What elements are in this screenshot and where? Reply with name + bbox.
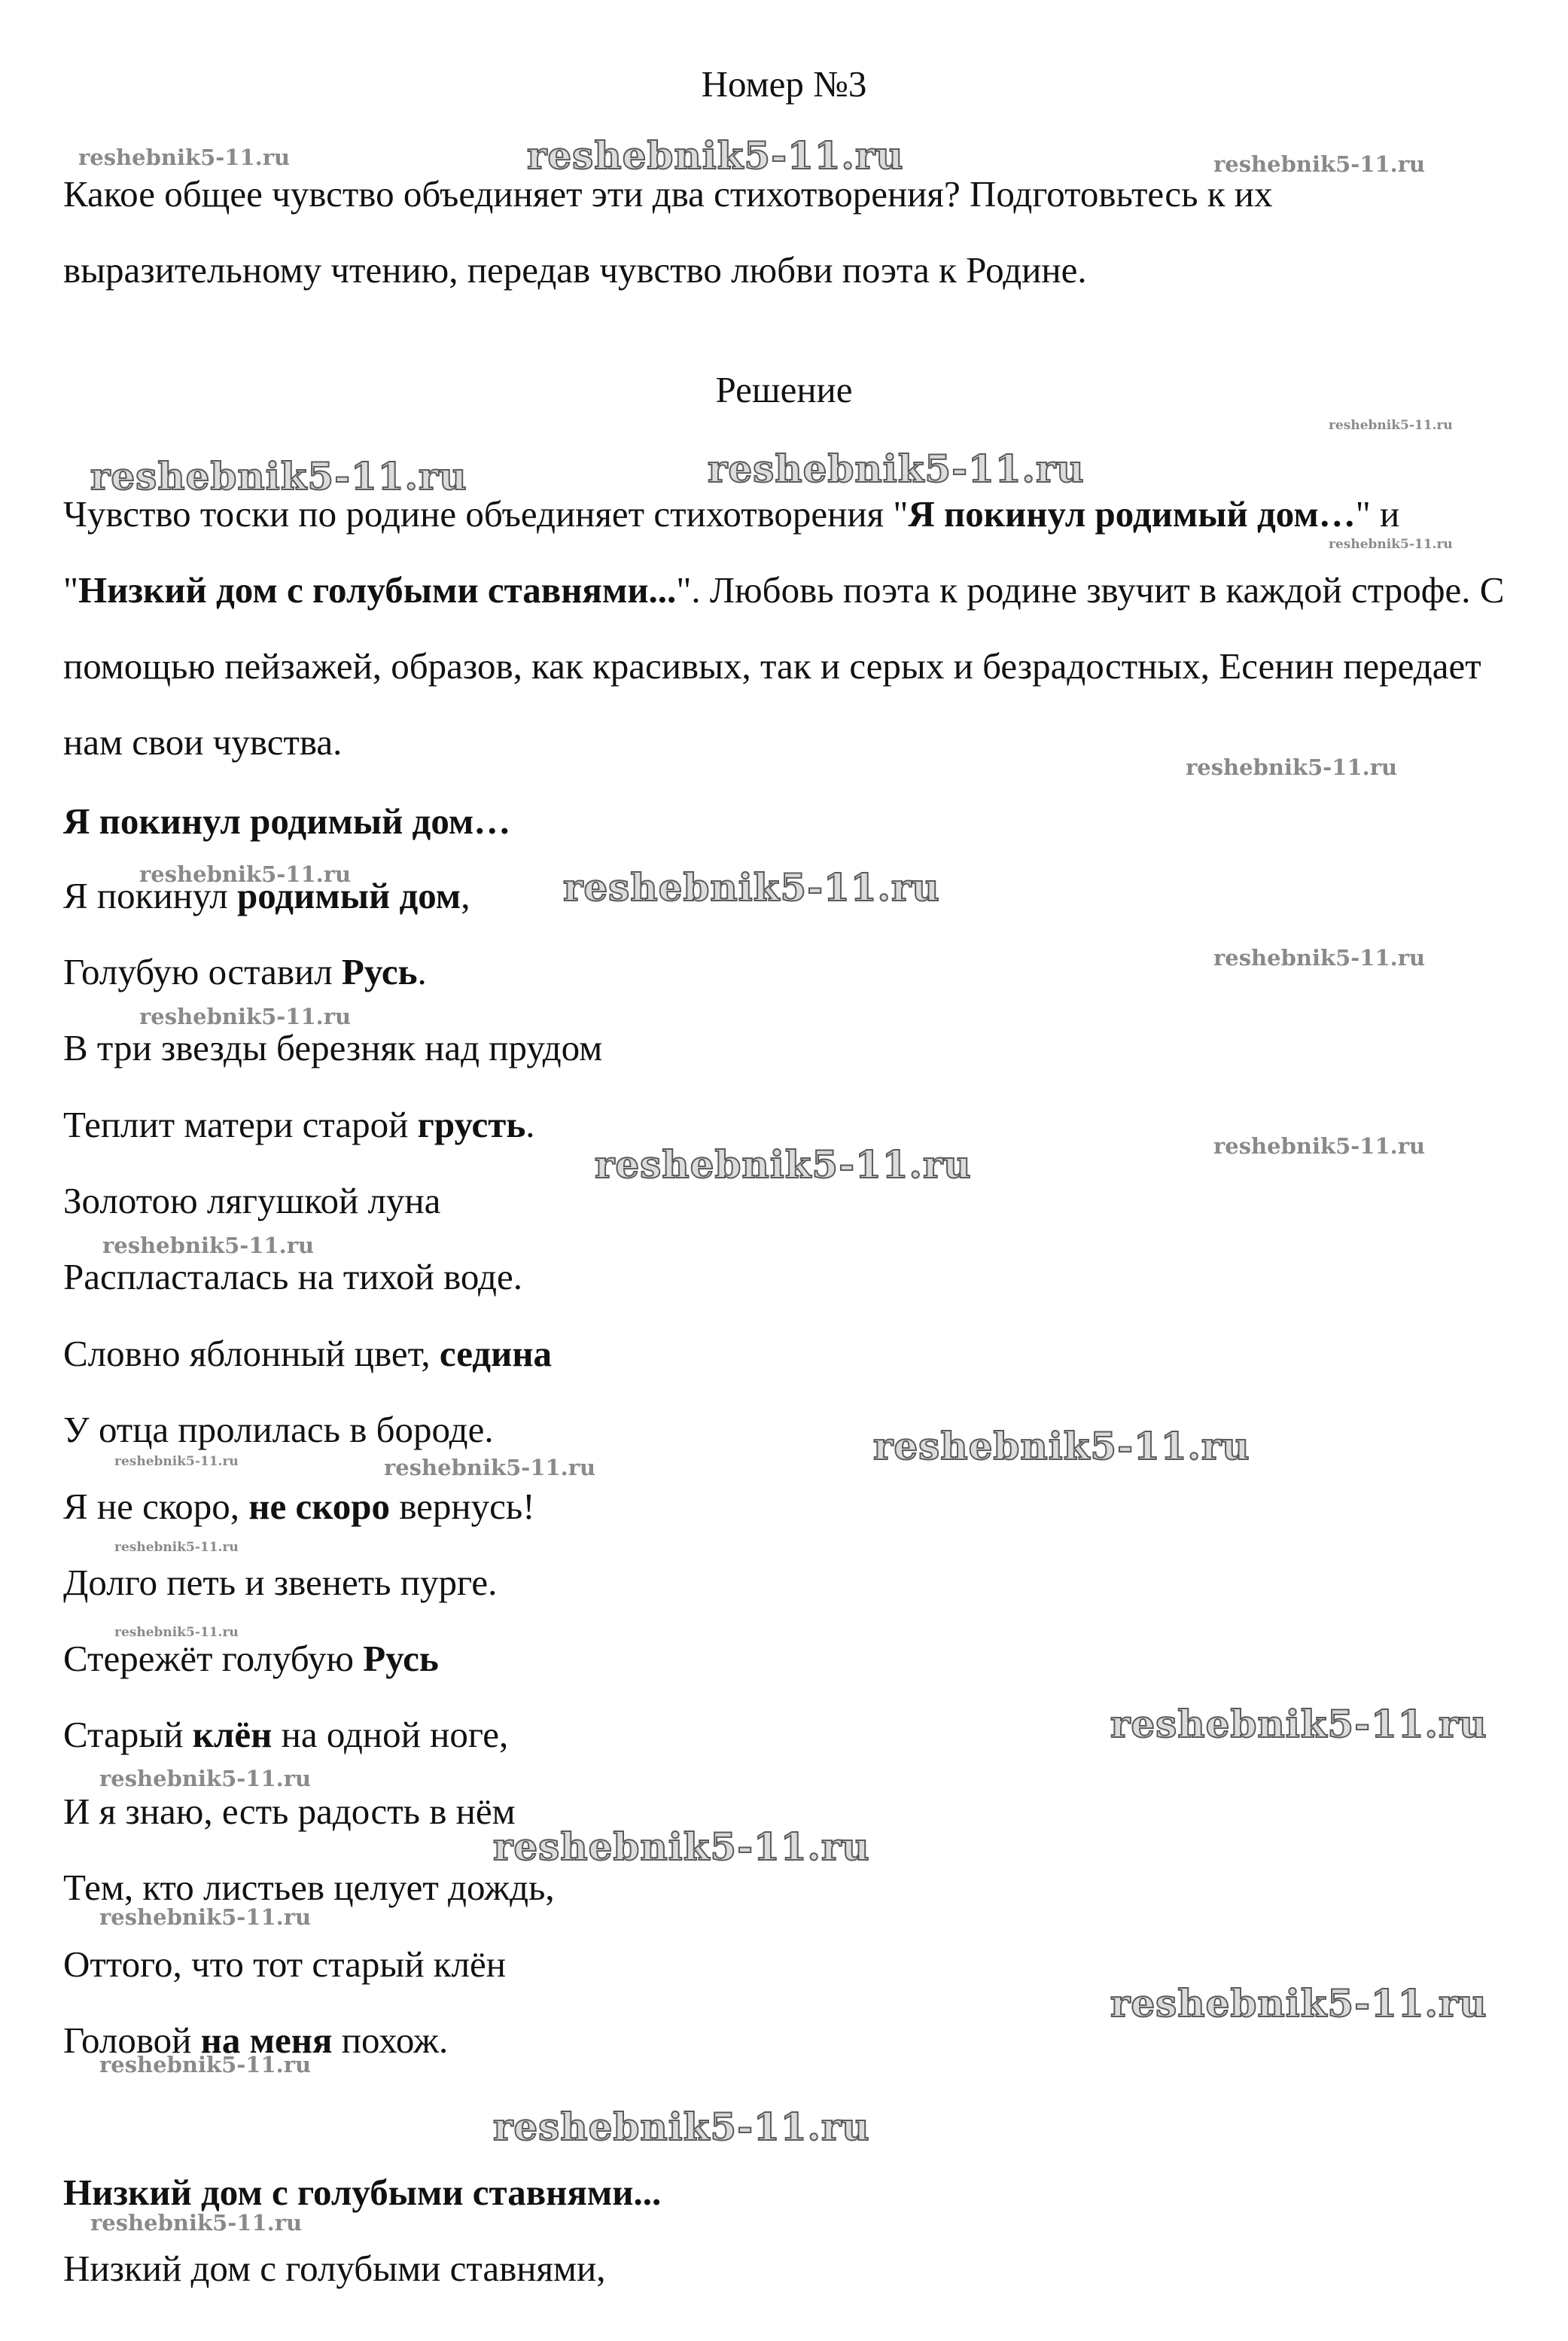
watermark: reshebnik5-11.ru (1110, 1702, 1487, 1746)
poem1-title-text: Я покинул родимый дом… (63, 800, 511, 842)
poem-line-bold: седина (439, 1333, 553, 1374)
solution-text-part2: " и " (63, 493, 1400, 611)
poem-line (63, 1636, 1493, 1681)
watermark: reshebnik5-11.ru (1186, 754, 1398, 780)
poem-line-text: . (417, 951, 427, 992)
poem2-title-text: Низкий дом с голубыми ставнями... (63, 2172, 662, 2213)
poem-line-text: Головой (63, 2019, 201, 2061)
solution-heading: Решение (715, 369, 853, 410)
watermark: reshebnik5-11.ru (114, 1540, 239, 1555)
solution-text-part1: Чувство тоски по родине объединяет стихотворения " (63, 493, 909, 535)
poem-line (63, 1942, 1493, 1987)
watermark: reshebnik5-11.ru (493, 1824, 870, 1869)
poem-line-text: , (461, 875, 470, 916)
poem-line (63, 1789, 1493, 1834)
watermark: reshebnik5-11.ru (114, 1454, 239, 1469)
watermark: reshebnik5-11.ru (90, 454, 467, 498)
poem-line-text: . (525, 1104, 535, 1145)
poem-line-bold: не скоро (248, 1486, 391, 1527)
poem-line (63, 2018, 1493, 2063)
solution-text (63, 476, 1524, 780)
poem-line-bold: Русь (363, 1638, 439, 1679)
poem-line-bold: родимый дом (236, 875, 461, 916)
poem-line (63, 1560, 1493, 1605)
poem-line-text: Я не скоро, (63, 1486, 249, 1527)
watermark: reshebnik5-11.ru (99, 1904, 312, 1930)
poem-line-text: В три звезды березняк над прудом (63, 1027, 603, 1068)
poem-line-bold: на меня (200, 2019, 333, 2061)
poem-line-text: вернусь! (390, 1486, 535, 1527)
poem-line-text: У отца пролилась в бороде. (63, 1409, 494, 1450)
poem2-title (63, 2170, 1493, 2215)
poem-line-text: Тем, кто листьев целует дождь, (63, 1867, 555, 1908)
poem-line (63, 1026, 1493, 1071)
poem1-title-ref: Я покинул родимый дом… (908, 493, 1356, 535)
poem-line (63, 1178, 1493, 1224)
poem2-title-ref: Низкий дом с голубыми ставнями... (78, 569, 677, 611)
watermark: reshebnik5-11.ru (78, 145, 291, 170)
poem-line-text: Золотою лягушкой луна (63, 1180, 441, 1221)
watermark: reshebnik5-11.ru (595, 1142, 972, 1187)
poem-line-bold: клён (192, 1714, 272, 1755)
poem-line-text: Я покинул (63, 875, 237, 916)
poem-line (63, 1712, 1493, 1757)
solution-text-part3: ". Любовь поэта к родине звучит в каждой строфе. С помощью пейзажей, образов, как красивых, так и серых и безрадостных, Есенин передает нам свои чувства. (63, 569, 1505, 763)
poem-line (63, 1102, 1493, 1148)
watermark: reshebnik5-11.ru (90, 2210, 303, 2236)
poem-line (63, 950, 1493, 995)
watermark: reshebnik5-11.ru (527, 133, 904, 178)
watermark: reshebnik5-11.ru (1110, 1981, 1487, 2026)
watermark: reshebnik5-11.ru (139, 861, 352, 887)
watermark: reshebnik5-11.ru (1329, 418, 1453, 433)
watermark: reshebnik5-11.ru (1213, 151, 1426, 177)
poem-line-text: Оттого, что тот старый клён (63, 1943, 507, 1985)
watermark: reshebnik5-11.ru (873, 1424, 1250, 1468)
watermark: reshebnik5-11.ru (139, 1004, 352, 1029)
poem1-title (63, 799, 1493, 844)
poem-line-text: Словно яблонный цвет, (63, 1333, 440, 1374)
watermark: reshebnik5-11.ru (99, 2052, 312, 2077)
poem-line-text: Долго петь и звенеть пурге. (63, 1562, 498, 1603)
poem-line-text: Теплит матери старой (63, 1104, 418, 1145)
page-title: Номер №3 (701, 63, 867, 105)
poem-line (63, 1407, 1493, 1452)
poem-line (63, 1865, 1493, 1910)
poem-line (63, 1484, 1493, 1529)
poem-line-text: Стережёт голубую (63, 1638, 364, 1679)
poem-line-text: Низкий дом с голубыми ставнями, (63, 2248, 606, 2289)
watermark: reshebnik5-11.ru (102, 1233, 315, 1258)
watermark: reshebnik5-11.ru (384, 1455, 596, 1480)
poem-line (63, 873, 1493, 919)
watermark: reshebnik5-11.ru (708, 447, 1085, 491)
poem-line-text: И я знаю, есть радость в нём (63, 1791, 516, 1832)
poem-line (63, 1254, 1493, 1300)
question-text: Какое общее чувство объединяет эти два стихотворения? Подготовьтесь к их выразительному чтению, передав чувство любви поэта к Родине. (63, 173, 1273, 291)
watermark: reshebnik5-11.ru (1213, 1133, 1426, 1159)
watermark: reshebnik5-11.ru (493, 2105, 870, 2149)
poem-line-text: Старый (63, 1714, 193, 1755)
poem-line-bold: Русь (341, 951, 418, 992)
watermark: reshebnik5-11.ru (99, 1766, 312, 1791)
watermark: reshebnik5-11.ru (1213, 945, 1426, 971)
poem-line-text: Распласталась на тихой воде. (63, 1256, 522, 1297)
poem-line (63, 1331, 1493, 1376)
poem-line-text: Голубую оставил (63, 951, 342, 992)
poem-line-bold: грусть (417, 1104, 526, 1145)
watermark: reshebnik5-11.ru (114, 1625, 239, 1640)
poem-line (63, 2246, 1493, 2291)
watermark: reshebnik5-11.ru (1329, 537, 1453, 552)
watermark: reshebnik5-11.ru (563, 865, 940, 910)
poem-line-text: на одной ноге, (272, 1714, 509, 1755)
poem-line-text: похож. (332, 2019, 449, 2061)
